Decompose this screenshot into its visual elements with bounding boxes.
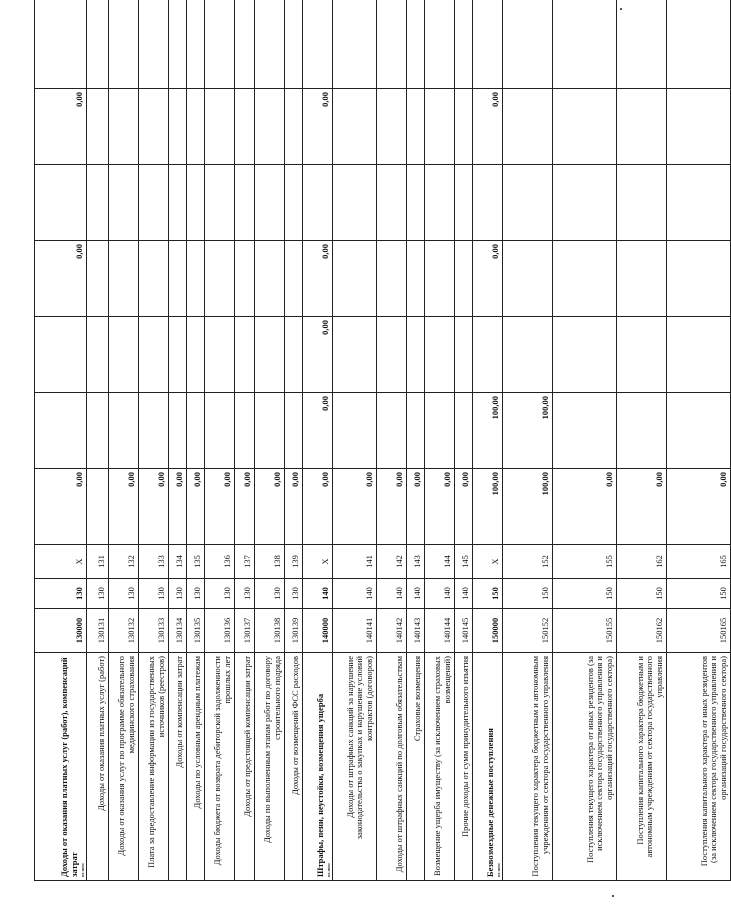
row-value-5 — [87, 165, 109, 241]
table-body — [35, 0, 731, 881]
row-line: 150 — [473, 579, 503, 609]
table-row — [285, 0, 303, 881]
row-name-text: Доходы бюджета от возврата дебиторской задолженности прошлых лет — [212, 656, 233, 866]
row-code: 130136 — [205, 609, 235, 653]
row-value-5 — [425, 165, 455, 241]
table-row — [109, 0, 139, 881]
row-value-1: 0,00 — [407, 469, 425, 545]
row-value-2 — [425, 393, 455, 469]
row-value-4 — [187, 241, 205, 317]
row-kosgu: 141 — [333, 545, 377, 579]
row-value-5 — [455, 165, 473, 241]
row-code: 130138 — [255, 609, 285, 653]
row-value-6: 0,00 — [473, 89, 503, 165]
row-value-2: 0,00 — [303, 393, 333, 469]
row-value-6 — [139, 89, 169, 165]
row-code: 140141 — [333, 609, 377, 653]
row-value-1: 0,00 — [553, 469, 617, 545]
row-value-1: 0,00 — [255, 469, 285, 545]
row-value-4: 0,00 — [303, 241, 333, 317]
row-empty-cell — [303, 0, 333, 89]
row-kosgu: 165 — [667, 545, 731, 579]
row-value-5 — [35, 165, 87, 241]
row-line: 130 — [35, 579, 87, 609]
row-line: 140 — [407, 579, 425, 609]
row-name-text: Доходы от возмещений ФСС расходов — [290, 656, 301, 795]
row-value-5 — [407, 165, 425, 241]
row-name — [187, 653, 205, 881]
row-empty-cell — [407, 0, 425, 89]
row-line: 130 — [139, 579, 169, 609]
row-name-text: Штрафы, пени, неустойки, возмещения ущерба — [315, 693, 326, 877]
row-empty-cell — [169, 0, 187, 89]
row-value-3 — [205, 317, 235, 393]
row-name-text: Доходы от оказания платных услуг (работ) — [96, 656, 107, 811]
row-kosgu: 135 — [187, 545, 205, 579]
row-kosgu: 136 — [205, 545, 235, 579]
row-value-5 — [503, 165, 553, 241]
row-value-3 — [255, 317, 285, 393]
row-value-5 — [473, 165, 503, 241]
row-name — [377, 653, 407, 881]
row-code: 140144 — [425, 609, 455, 653]
row-code: 150000 — [473, 609, 503, 653]
row-empty-cell — [235, 0, 255, 89]
row-empty-cell — [333, 0, 377, 89]
row-value-4 — [139, 241, 169, 317]
row-kosgu: 162 — [617, 545, 667, 579]
table-row — [617, 0, 667, 881]
row-name-text: Доходы от штрафных санкций по долговым обязательствам — [394, 656, 405, 873]
row-value-5 — [617, 165, 667, 241]
row-value-3 — [553, 317, 617, 393]
row-value-1: 0,00 — [455, 469, 473, 545]
row-value-2 — [139, 393, 169, 469]
row-kosgu: 132 — [109, 545, 139, 579]
row-value-2 — [255, 393, 285, 469]
row-name-text: Доходы от предстоящей компенсации затрат — [242, 656, 253, 817]
row-value-5 — [169, 165, 187, 241]
row-name — [285, 653, 303, 881]
row-subnote: из них: — [325, 862, 331, 877]
row-value-6 — [235, 89, 255, 165]
row-value-6 — [425, 89, 455, 165]
row-value-3 — [667, 317, 731, 393]
row-value-3 — [35, 317, 87, 393]
row-name-text: Страховые возмещения — [412, 656, 423, 742]
row-name — [303, 653, 333, 881]
row-name — [473, 653, 503, 881]
row-name-text: Доходы по выполненным этапам работ по договору строительного подряда — [262, 656, 283, 844]
row-code: 130134 — [169, 609, 187, 653]
row-name-text: Доходы по условным арендным платежам — [192, 656, 203, 809]
row-value-3 — [139, 317, 169, 393]
row-value-1: 0,00 — [35, 469, 87, 545]
row-value-1: 0,00 — [285, 469, 303, 545]
row-kosgu: 155 — [553, 545, 617, 579]
row-code: 140143 — [407, 609, 425, 653]
row-value-4 — [425, 241, 455, 317]
row-code: 150165 — [667, 609, 731, 653]
row-line: 140 — [455, 579, 473, 609]
row-line: 150 — [667, 579, 731, 609]
row-value-3 — [425, 317, 455, 393]
row-name — [503, 653, 553, 881]
row-empty-cell — [87, 0, 109, 89]
row-empty-cell — [667, 0, 731, 89]
row-empty-cell — [553, 0, 617, 89]
table-row — [169, 0, 187, 881]
row-empty-cell — [425, 0, 455, 89]
row-value-2 — [35, 393, 87, 469]
row-value-5 — [187, 165, 205, 241]
row-value-4: 0,00 — [35, 241, 87, 317]
row-name — [205, 653, 235, 881]
row-value-4 — [377, 241, 407, 317]
row-code: 130139 — [285, 609, 303, 653]
row-subnote: из них: — [79, 862, 85, 877]
row-line: 140 — [303, 579, 333, 609]
row-value-6 — [667, 89, 731, 165]
table-row — [187, 0, 205, 881]
row-value-5 — [303, 165, 333, 241]
row-value-1: 100,00 — [503, 469, 553, 545]
row-value-1: 100,00 — [473, 469, 503, 545]
row-name-text: Поступления текущего характера бюджетным и автономным учреждениям от сектора государственного управления — [530, 656, 551, 877]
row-empty-cell — [503, 0, 553, 89]
table-row — [553, 0, 617, 881]
row-value-6 — [205, 89, 235, 165]
row-kosgu: 145 — [455, 545, 473, 579]
row-value-6 — [503, 89, 553, 165]
row-value-6 — [455, 89, 473, 165]
table-row — [333, 0, 377, 881]
row-kosgu: 133 — [139, 545, 169, 579]
row-value-2 — [377, 393, 407, 469]
row-name-text: Безвозмездные денежные поступления — [485, 728, 496, 877]
row-line: 140 — [425, 579, 455, 609]
row-line: 150 — [553, 579, 617, 609]
row-value-6 — [553, 89, 617, 165]
row-kosgu: X — [35, 545, 87, 579]
row-kosgu: 137 — [235, 545, 255, 579]
table-row — [255, 0, 285, 881]
row-name — [139, 653, 169, 881]
row-name-text: Прочие доходы от сумм принудительного изъятия — [460, 656, 471, 838]
row-value-4 — [109, 241, 139, 317]
row-value-3 — [285, 317, 303, 393]
row-value-5 — [333, 165, 377, 241]
row-value-3 — [473, 317, 503, 393]
table-row — [87, 0, 109, 881]
row-value-4 — [333, 241, 377, 317]
row-value-2 — [205, 393, 235, 469]
row-empty-cell — [455, 0, 473, 89]
row-value-1: 0,00 — [109, 469, 139, 545]
row-value-6 — [109, 89, 139, 165]
row-line: 150 — [503, 579, 553, 609]
group-row — [35, 0, 87, 881]
row-value-1: 0,00 — [333, 469, 377, 545]
row-value-5 — [255, 165, 285, 241]
row-code: 130000 — [35, 609, 87, 653]
row-code: 130132 — [109, 609, 139, 653]
row-line: 130 — [87, 579, 109, 609]
row-line: 140 — [377, 579, 407, 609]
row-code: 150162 — [617, 609, 667, 653]
row-value-5 — [205, 165, 235, 241]
row-kosgu: 139 — [285, 545, 303, 579]
row-value-3 — [333, 317, 377, 393]
row-value-6: 0,00 — [303, 89, 333, 165]
income-report-table — [34, 0, 731, 881]
row-value-5 — [109, 165, 139, 241]
row-value-2 — [87, 393, 109, 469]
row-value-2 — [407, 393, 425, 469]
row-value-4 — [205, 241, 235, 317]
row-value-2 — [333, 393, 377, 469]
row-value-3 — [503, 317, 553, 393]
row-name — [35, 653, 87, 881]
row-subnote: из них: — [495, 862, 501, 877]
table-row — [377, 0, 407, 881]
row-value-1: 0,00 — [425, 469, 455, 545]
row-empty-cell — [205, 0, 235, 89]
row-kosgu: 131 — [87, 545, 109, 579]
row-value-6 — [87, 89, 109, 165]
row-name — [617, 653, 667, 881]
row-value-3 — [377, 317, 407, 393]
row-value-2 — [169, 393, 187, 469]
row-kosgu: 134 — [169, 545, 187, 579]
group-row — [473, 0, 503, 881]
row-value-6 — [333, 89, 377, 165]
row-value-6 — [285, 89, 303, 165]
row-name-text: Поступления капитального характера бюджетным и автономным учреждениям от сектора государственного управления — [634, 656, 665, 858]
row-name — [255, 653, 285, 881]
row-line: 130 — [285, 579, 303, 609]
row-value-2: 100,00 — [473, 393, 503, 469]
row-name-text: Доходы от компенсации затрат — [174, 656, 185, 768]
row-value-1: 0,00 — [667, 469, 731, 545]
row-name — [169, 653, 187, 881]
row-value-4 — [455, 241, 473, 317]
row-value-2 — [109, 393, 139, 469]
row-name-text: Возмещение ущерба имуществу (за исключением страховых возмещений) — [432, 656, 453, 876]
row-kosgu: 152 — [503, 545, 553, 579]
row-value-3 — [87, 317, 109, 393]
row-empty-cell — [109, 0, 139, 89]
row-value-5 — [139, 165, 169, 241]
row-empty-cell — [473, 0, 503, 89]
row-value-5 — [235, 165, 255, 241]
row-name-text: Плата за предоставление информации из государственных источников (реестров) — [146, 656, 167, 869]
row-empty-cell — [285, 0, 303, 89]
row-kosgu: 143 — [407, 545, 425, 579]
row-name-text: Поступления капитального характера от иных резидентов (за исключением сектора государственного управления и организаций государственного сектора) — [698, 656, 729, 867]
row-value-4 — [503, 241, 553, 317]
row-value-4 — [553, 241, 617, 317]
row-value-4 — [617, 241, 667, 317]
row-value-5 — [377, 165, 407, 241]
row-code: 150152 — [503, 609, 553, 653]
row-value-1: 0,00 — [139, 469, 169, 545]
row-value-2 — [667, 393, 731, 469]
row-value-3 — [187, 317, 205, 393]
row-line: 130 — [169, 579, 187, 609]
row-value-4 — [285, 241, 303, 317]
row-value-4 — [255, 241, 285, 317]
row-kosgu: X — [303, 545, 333, 579]
row-code: 150155 — [553, 609, 617, 653]
scan-speck — [620, 8, 622, 10]
row-name — [87, 653, 109, 881]
row-empty-cell — [255, 0, 285, 89]
row-value-3 — [455, 317, 473, 393]
row-value-6 — [377, 89, 407, 165]
row-value-2 — [235, 393, 255, 469]
row-name — [667, 653, 731, 881]
row-value-2 — [285, 393, 303, 469]
row-line: 150 — [617, 579, 667, 609]
row-value-3 — [235, 317, 255, 393]
row-value-4 — [407, 241, 425, 317]
row-name — [425, 653, 455, 881]
table-row — [503, 0, 553, 881]
row-name-text: Поступления текущего характера от иных резидентов (за исключением сектора государственного управления и организаций государственного сектора) — [584, 656, 615, 864]
row-empty-cell — [187, 0, 205, 89]
row-code: 130137 — [235, 609, 255, 653]
row-name — [333, 653, 377, 881]
row-empty-cell — [377, 0, 407, 89]
table-row — [235, 0, 255, 881]
row-name-text: Доходы от оказания услуг по программе обязательного медицинского страхования — [116, 656, 137, 856]
row-value-5 — [285, 165, 303, 241]
row-value-1: 0,00 — [303, 469, 333, 545]
row-empty-cell — [35, 0, 87, 89]
row-kosgu: X — [473, 545, 503, 579]
row-value-4 — [87, 241, 109, 317]
row-value-4 — [169, 241, 187, 317]
row-value-2 — [617, 393, 667, 469]
row-value-4 — [667, 241, 731, 317]
table-row — [205, 0, 235, 881]
row-value-1: 0,00 — [617, 469, 667, 545]
row-line: 140 — [333, 579, 377, 609]
row-name — [455, 653, 473, 881]
row-value-4: 0,00 — [473, 241, 503, 317]
table-row — [667, 0, 731, 881]
row-code: 130133 — [139, 609, 169, 653]
row-line: 130 — [205, 579, 235, 609]
row-value-3 — [169, 317, 187, 393]
row-name — [109, 653, 139, 881]
row-name — [407, 653, 425, 881]
table-row — [139, 0, 169, 881]
row-kosgu: 142 — [377, 545, 407, 579]
row-value-1: 0,00 — [205, 469, 235, 545]
row-value-3 — [109, 317, 139, 393]
row-value-6 — [407, 89, 425, 165]
row-name-text: Доходы от штрафных санкций за нарушение законодательства о закупках и нарушение условий контрактов (договоров) — [344, 656, 375, 840]
row-value-2: 100,00 — [503, 393, 553, 469]
row-value-1: 0,00 — [187, 469, 205, 545]
row-line: 130 — [235, 579, 255, 609]
row-name — [235, 653, 255, 881]
row-name — [553, 653, 617, 881]
row-value-2 — [187, 393, 205, 469]
scan-speck — [612, 895, 614, 897]
row-empty-cell — [617, 0, 667, 89]
row-empty-cell — [139, 0, 169, 89]
row-kosgu: 138 — [255, 545, 285, 579]
row-code: 130131 — [87, 609, 109, 653]
row-value-6: 0,00 — [35, 89, 87, 165]
row-value-3: 0,00 — [303, 317, 333, 393]
row-value-4 — [235, 241, 255, 317]
row-line: 130 — [255, 579, 285, 609]
row-value-5 — [667, 165, 731, 241]
row-name-text: Доходы от оказания платных услуг (работ), компенсаций затрат — [59, 657, 80, 877]
table-row — [425, 0, 455, 881]
row-kosgu: 144 — [425, 545, 455, 579]
row-value-6 — [255, 89, 285, 165]
row-value-3 — [407, 317, 425, 393]
row-value-1: 0,00 — [377, 469, 407, 545]
row-code: 140000 — [303, 609, 333, 653]
row-value-6 — [187, 89, 205, 165]
row-value-6 — [617, 89, 667, 165]
table-row — [407, 0, 425, 881]
row-code: 140145 — [455, 609, 473, 653]
row-value-6 — [169, 89, 187, 165]
row-value-2 — [455, 393, 473, 469]
row-value-1: 0,00 — [235, 469, 255, 545]
row-value-1: 0,00 — [169, 469, 187, 545]
group-row — [303, 0, 333, 881]
table-row — [455, 0, 473, 881]
row-value-2 — [553, 393, 617, 469]
row-value-5 — [553, 165, 617, 241]
row-value-3 — [617, 317, 667, 393]
row-code: 130135 — [187, 609, 205, 653]
row-line: 130 — [109, 579, 139, 609]
row-value-1 — [87, 469, 109, 545]
row-code: 140142 — [377, 609, 407, 653]
row-line: 130 — [187, 579, 205, 609]
